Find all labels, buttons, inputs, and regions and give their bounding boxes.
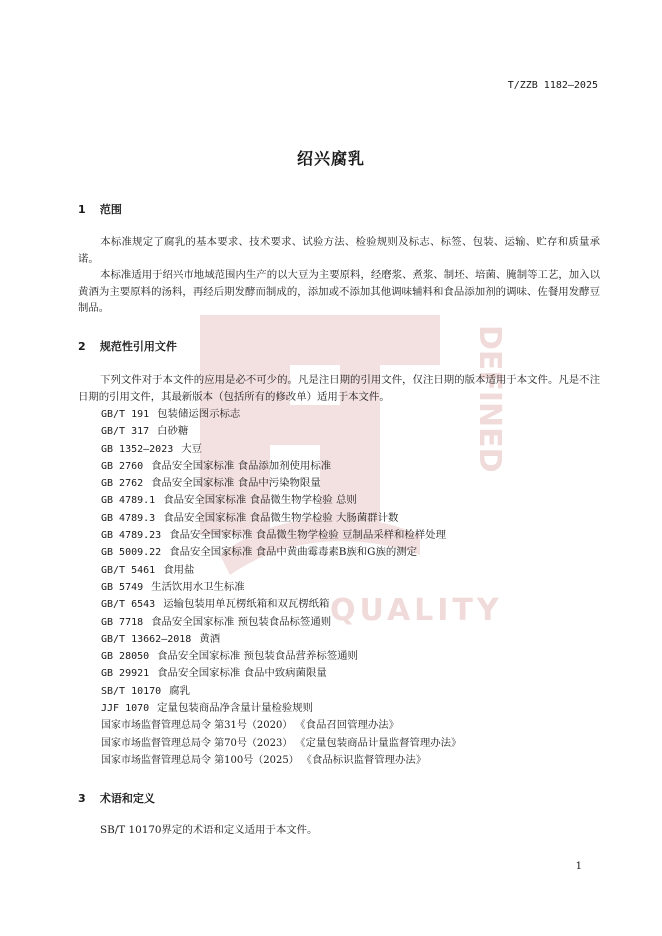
watermark-vertical-text: DEFINED — [472, 325, 507, 473]
section-title: 术语和定义 — [99, 792, 155, 805]
section-1-heading — [78, 201, 122, 217]
reference-item: GB 2762 食品安全国家标准 食品中污染物限量 — [101, 477, 321, 490]
reference-item: GB 2760 食品安全国家标准 食品添加剂使用标准 — [101, 459, 332, 472]
section-3-paragraph: SB/T 10170界定的术语和定义适用于本文件。 — [100, 824, 318, 836]
reference-item: 国家市场监督管理总局令 第70号（2023） 《定量包装商品计量监督管理办法》 — [101, 736, 462, 749]
watermark-horizontal-text: QUALITY — [330, 593, 503, 628]
reference-item: GB/T 317 白砂糖 — [101, 425, 189, 438]
document-title: 绍兴腐乳 — [296, 149, 365, 168]
reference-item: GB 29921 食品安全国家标准 食品中致病菌限量 — [101, 667, 327, 680]
reference-item: GB/T 191 包装储运图示标志 — [101, 408, 241, 420]
page-number: 1 — [575, 861, 582, 872]
section-3-heading — [78, 790, 155, 806]
section-1-paragraph-2: 本标准适用于绍兴市地域范围内生产的以大豆为主要原料，经磨浆、煮浆、制坯、培菌、腌制等工艺，加入以黄酒为主要原料的汤料，再经后期发酵而制成的，添加或不添加其他调味辅料和食品添加剂的调味、佐餐用发酵豆制品。 — [78, 269, 600, 314]
reference-item: GB 5749 生活饮用水卫生标准 — [101, 580, 245, 593]
reference-item: GB/T 13662—2018 黄酒 — [101, 632, 221, 645]
section-number: 2 — [78, 340, 86, 353]
reference-item: GB/T 5461 食用盐 — [101, 563, 195, 576]
reference-item: JJF 1070 定量包装商品净含量计量检验规则 — [101, 702, 314, 715]
reference-item: 国家市场监督管理总局令 第31号（2020） 《食品召回管理办法》 — [101, 719, 400, 732]
section-title: 规范性引用文件 — [99, 340, 177, 353]
section-2-intro: 下列文件对于本文件的应用是必不可少的。凡是注日期的引用文件，仅注日期的版本适用于本文件。凡是不注日期的引用文件，其最新版本（包括所有的修改单）适用于本文件。 — [78, 374, 600, 403]
reference-item: GB 1352—2023 大豆 — [101, 442, 203, 455]
reference-item: 国家市场监督管理总局令 第100号（2025） 《食品标识监督管理办法》 — [101, 753, 427, 766]
section-number: 1 — [78, 203, 86, 216]
reference-item: GB 4789.3 食品安全国家标准 食品微生物学检验 大肠菌群计数 — [101, 511, 399, 524]
reference-item: GB 4789.23 食品安全国家标准 食品微生物学检验 豆制品采样和检样处理 — [101, 529, 446, 542]
reference-item: GB 5009.22 食品安全国家标准 食品中黄曲霉毒素B族和G族的测定 — [101, 546, 418, 559]
reference-item: GB 4789.1 食品安全国家标准 食品微生物学检验 总则 — [101, 494, 357, 507]
reference-item: SB/T 10170 腐乳 — [101, 684, 190, 697]
reference-item: GB 7718 食品安全国家标准 预包装食品标签通则 — [101, 615, 332, 628]
section-number: 3 — [78, 792, 86, 805]
normative-references-list — [101, 406, 461, 769]
reference-item: GB 28050 食品安全国家标准 预包装食品营养标签通则 — [101, 650, 358, 663]
section-2-heading — [78, 338, 177, 354]
reference-item: GB/T 6543 运输包装用单瓦楞纸箱和双瓦楞纸箱 — [101, 598, 330, 611]
document-number: T/ZZB 1182—2025 — [507, 80, 598, 91]
section-1-paragraph-1: 本标准规定了腐乳的基本要求、技术要求、试验方法、检验规则及标志、标签、包装、运输、贮存和质量承诺。 — [78, 236, 600, 265]
section-title: 范围 — [99, 203, 122, 216]
